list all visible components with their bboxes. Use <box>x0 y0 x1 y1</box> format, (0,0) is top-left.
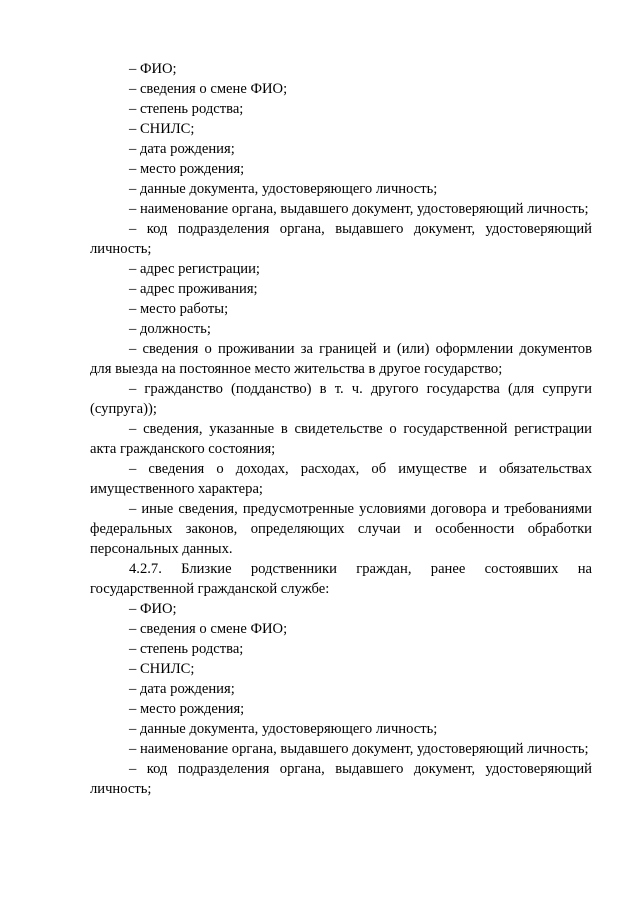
list-item: – адрес регистрации; <box>129 261 260 277</box>
list-item: – сведения о проживании за границей и (или) оформлении документов для выезда на постоянное место жительства в другое государство; <box>90 341 592 377</box>
section-heading-paragraph: 4.2.7. Близкие родственники граждан, ранее состоявших на государственной гражданской службе: <box>90 561 592 597</box>
document-body <box>90 59 592 799</box>
list-item: – степень родства; <box>129 101 244 117</box>
list-item: – сведения о доходах, расходах, об имуществе и обязательствах имущественного характера; <box>90 461 592 497</box>
list-item: – код подразделения органа, выдавшего документ, удостоверяющий личность; <box>90 761 592 797</box>
list-item: – код подразделения органа, выдавшего документ, удостоверяющий личность; <box>90 221 592 257</box>
list-item: – гражданство (подданство) в т. ч. другого государства (для супруги (супруга)); <box>90 381 592 417</box>
list-item: – иные сведения, предусмотренные условиями договора и требованиями федеральных законов, определяющих случаи и особенности обработки персональных данных. <box>90 501 592 557</box>
list-item: – должность; <box>129 321 211 337</box>
list-item: – сведения о смене ФИО; <box>129 621 288 637</box>
list-item: – место рождения; <box>129 701 245 717</box>
list-item: – сведения, указанные в свидетельстве о государственной регистрации акта гражданского состояния; <box>90 421 592 457</box>
list-item: – СНИЛС; <box>129 661 195 677</box>
list-item: – сведения о смене ФИО; <box>129 81 288 97</box>
list-item: – дата рождения; <box>129 141 235 157</box>
list-item: – ФИО; <box>129 601 177 617</box>
list-item: – степень родства; <box>129 641 244 657</box>
list-item: – СНИЛС; <box>129 121 195 137</box>
list-item: – данные документа, удостоверяющего личность; <box>129 721 438 737</box>
list-item: – ФИО; <box>129 61 177 77</box>
list-item: – место рождения; <box>129 161 245 177</box>
list-item: – наименование органа, выдавшего документ, удостоверяющий личность; <box>129 201 589 217</box>
list-item: – дата рождения; <box>129 681 235 697</box>
list-item: – адрес проживания; <box>129 281 258 297</box>
list-item: – данные документа, удостоверяющего личность; <box>129 181 438 197</box>
list-item: – место работы; <box>129 301 229 317</box>
list-item: – наименование органа, выдавшего документ, удостоверяющий личность; <box>129 741 589 757</box>
